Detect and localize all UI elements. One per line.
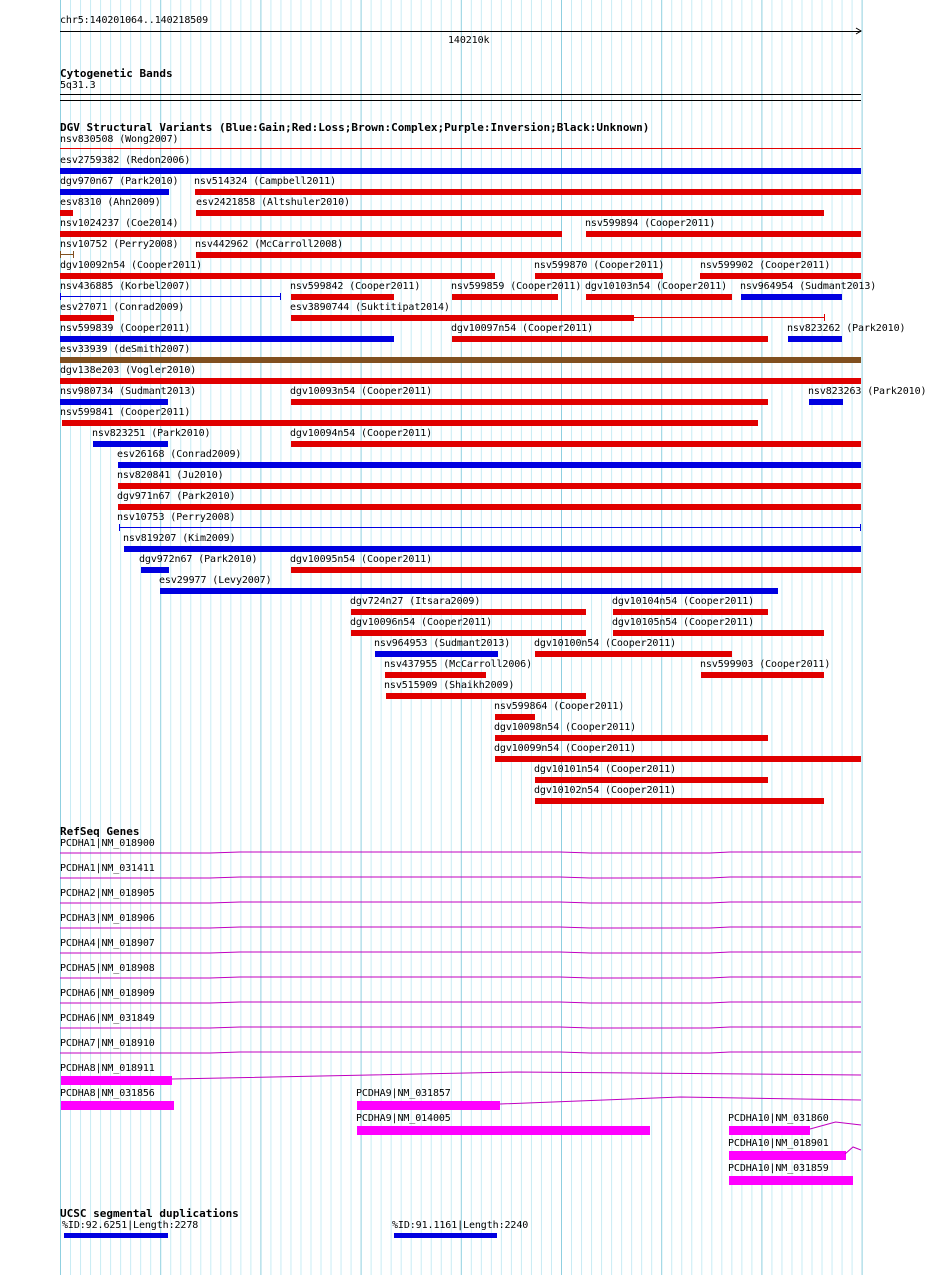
feature-bar[interactable] [60,148,861,149]
gene-intron-line[interactable] [0,974,890,982]
feature-label[interactable]: esv33939 (deSmith2007) [60,344,191,355]
feature-label[interactable]: %ID:92.6251|Length:2278 [62,1220,199,1231]
feature-label[interactable]: nsv964954 (Sudmant2013) [740,281,877,292]
feature-bar[interactable] [118,504,861,510]
feature-bar[interactable] [118,462,861,468]
feature-bar[interactable] [535,273,663,279]
feature-label[interactable]: nsv515909 (Shaikh2009) [384,680,515,691]
feature-bar[interactable] [741,294,842,300]
feature-bar[interactable] [60,168,861,174]
feature-bar[interactable] [291,399,768,405]
feature-label[interactable]: PCDHA9|NM_014005 [356,1113,451,1124]
feature-bar[interactable] [291,315,634,321]
feature-label[interactable]: nsv823251 (Park2010) [92,428,211,439]
feature-label[interactable]: nsv514324 (Campbell2011) [194,176,337,187]
feature-label[interactable]: dgv10101n54 (Cooper2011) [534,764,677,775]
feature-bar[interactable] [60,399,168,405]
feature-bar[interactable] [60,336,394,342]
feature-bar[interactable] [60,357,861,363]
feature-end-cap [73,251,74,258]
feature-label[interactable]: dgv10093n54 (Cooper2011) [290,386,433,397]
gene-intron-line[interactable] [0,1024,890,1032]
feature-label[interactable]: nsv1024237 (Coe2014) [60,218,179,229]
feature-bar[interactable] [60,378,861,384]
feature-bar[interactable] [64,1233,168,1238]
feature-bar[interactable] [495,735,768,741]
feature-bar[interactable] [291,294,394,300]
feature-label[interactable]: dgv972n67 (Park2010) [139,554,258,565]
feature-label[interactable]: dgv10102n54 (Cooper2011) [534,785,677,796]
feature-label[interactable]: nsv599870 (Cooper2011) [534,260,665,271]
feature-label[interactable]: PCDHA8|NM_031856 [60,1088,155,1099]
feature-bar[interactable] [60,231,562,237]
feature-label[interactable]: nsv442962 (McCarroll2008) [195,239,344,250]
feature-bar[interactable] [141,567,169,573]
feature-label[interactable]: PCDHA10|NM_031859 [728,1163,829,1174]
track-title[interactable]: RefSeq Genes [60,825,140,838]
feature-label[interactable]: PCDHA7|NM_018910 [60,1038,155,1049]
feature-label[interactable]: PCDHA6|NM_031849 [60,1013,155,1024]
feature-extension-line [634,317,824,318]
feature-end-cap [280,293,281,300]
feature-bar[interactable] [586,231,861,237]
gene-intron-line[interactable] [0,849,890,857]
feature-bar[interactable] [124,546,861,552]
feature-bar[interactable] [60,189,169,195]
feature-label[interactable]: esv29977 (Levy2007) [159,575,272,586]
feature-bar[interactable] [291,441,861,447]
feature-label[interactable]: nsv599902 (Cooper2011) [700,260,831,271]
feature-label[interactable]: PCDHA10|NM_031860 [728,1113,829,1124]
feature-bar[interactable] [386,693,586,699]
feature-bar[interactable] [613,609,768,615]
gene-intron-line[interactable] [0,899,890,907]
feature-label[interactable]: nsv819207 (Kim2009) [123,533,236,544]
feature-label[interactable]: esv27071 (Conrad2009) [60,302,185,313]
feature-label[interactable]: nsv599903 (Cooper2011) [700,659,831,670]
feature-label[interactable]: dgv10095n54 (Cooper2011) [290,554,433,565]
feature-bar[interactable] [93,441,168,447]
track-title[interactable]: UCSC segmental duplications [60,1207,239,1220]
feature-label[interactable]: %ID:91.1161|Length:2240 [392,1220,529,1231]
feature-label[interactable]: dgv724n27 (Itsara2009) [350,596,481,607]
feature-label[interactable]: nsv823262 (Park2010) [787,323,906,334]
feature-label[interactable]: nsv964953 (Sudmant2013) [374,638,511,649]
feature-bar[interactable] [452,336,768,342]
feature-bar[interactable] [291,567,861,573]
feature-end-cap [119,524,120,531]
feature-label[interactable]: nsv10753 (Perry2008) [117,512,236,523]
feature-label[interactable]: esv3890744 (Suktitipat2014) [290,302,450,313]
gene-intron-line[interactable] [0,1145,890,1157]
feature-bar[interactable] [119,527,861,528]
feature-bar[interactable] [701,672,824,678]
feature-label[interactable]: 5q31.3 [60,80,96,91]
band-outline [60,100,861,101]
feature-bar[interactable] [700,273,861,279]
feature-label[interactable]: esv8310 (Ahn2009) [60,197,161,208]
feature-label[interactable]: nsv599839 (Cooper2011) [60,323,191,334]
feature-bar[interactable] [375,651,498,657]
feature-bar[interactable] [385,672,486,678]
track-title[interactable]: DGV Structural Variants (Blue:Gain;Red:Loss;Brown:Complex;Purple:Inversion;Black:Unknown) [60,121,650,134]
feature-bar[interactable] [535,651,732,657]
feature-label[interactable]: nsv599859 (Cooper2011) [451,281,582,292]
feature-bar[interactable] [60,315,114,321]
feature-bar[interactable] [586,294,732,300]
feature-label[interactable]: nsv599864 (Cooper2011) [494,701,625,712]
feature-label[interactable]: dgv10096n54 (Cooper2011) [350,617,493,628]
feature-bar[interactable] [195,189,861,195]
feature-label[interactable]: PCDHA8|NM_018911 [60,1063,155,1074]
feature-label[interactable]: nsv820841 (Ju2010) [117,470,224,481]
gene-intron-line[interactable] [0,999,890,1007]
feature-label[interactable]: nsv437955 (McCarroll2006) [384,659,533,670]
feature-bar[interactable] [535,798,824,804]
feature-bar[interactable] [452,294,558,300]
feature-label[interactable]: PCDHA1|NM_031411 [60,863,155,874]
feature-label[interactable]: esv26168 (Conrad2009) [117,449,242,460]
feature-label[interactable]: dgv10104n54 (Cooper2011) [612,596,755,607]
feature-end-cap [60,251,61,258]
feature-label[interactable]: PCDHA9|NM_031857 [356,1088,451,1099]
feature-label[interactable]: PCDHA10|NM_018901 [728,1138,829,1149]
gene-intron-line[interactable] [0,924,890,932]
gene-intron-line[interactable] [0,1070,890,1082]
gene-intron-line[interactable] [0,1049,890,1057]
feature-end-cap [824,314,825,321]
feature-end-cap [60,293,61,300]
ruler-arrow-icon [0,0,890,40]
feature-label[interactable]: nsv599894 (Cooper2011) [585,218,716,229]
feature-label[interactable]: nsv823263 (Park2010) [808,386,926,397]
feature-bar[interactable] [196,210,824,216]
feature-bar[interactable] [196,252,861,258]
feature-label[interactable]: dgv10099n54 (Cooper2011) [494,743,637,754]
feature-bar[interactable] [613,630,824,636]
feature-label[interactable]: nsv980734 (Sudmant2013) [60,386,197,397]
feature-label[interactable]: dgv10103n54 (Cooper2011) [585,281,728,292]
feature-label[interactable]: dgv10097n54 (Cooper2011) [451,323,594,334]
gene-intron-line[interactable] [0,874,890,882]
feature-label[interactable]: dgv10092n54 (Cooper2011) [60,260,203,271]
feature-bar[interactable] [118,483,861,489]
feature-label[interactable]: PCDHA2|NM_018905 [60,888,155,899]
feature-end-cap [860,524,861,531]
feature-bar[interactable] [60,254,74,255]
feature-label[interactable]: PCDHA1|NM_018900 [60,838,155,849]
feature-label[interactable]: dgv10100n54 (Cooper2011) [534,638,677,649]
feature-label[interactable]: nsv599841 (Cooper2011) [60,407,191,418]
feature-bar[interactable] [729,1176,853,1185]
feature-bar[interactable] [351,609,586,615]
feature-bar[interactable] [394,1233,497,1238]
feature-bar[interactable] [788,336,842,342]
feature-label[interactable]: esv2759382 (Redon2006) [60,155,191,166]
feature-bar[interactable] [535,777,768,783]
feature-label[interactable]: esv2421858 (Altshuler2010) [196,197,350,208]
feature-label[interactable]: nsv830508 (Wong2007) [60,134,179,145]
ruler-tick-label: 140210k [448,35,490,46]
feature-label[interactable]: nsv599842 (Cooper2011) [290,281,421,292]
band-outline [60,94,861,95]
track-title[interactable]: Cytogenetic Bands [60,67,173,80]
feature-label[interactable]: PCDHA6|NM_018909 [60,988,155,999]
feature-bar[interactable] [809,399,843,405]
coordinate-range: chr5:140201064..140218509 [60,15,209,26]
feature-label[interactable]: PCDHA5|NM_018908 [60,963,155,974]
feature-label[interactable]: PCDHA3|NM_018906 [60,913,155,924]
feature-label[interactable]: dgv10098n54 (Cooper2011) [494,722,637,733]
feature-bar[interactable] [160,588,778,594]
gene-intron-line[interactable] [0,1095,890,1107]
feature-label[interactable]: nsv436885 (Korbel2007) [60,281,191,292]
feature-bar[interactable] [495,714,535,720]
feature-label[interactable]: dgv138e203 (Vogler2010) [60,365,197,376]
feature-label[interactable]: dgv10105n54 (Cooper2011) [612,617,755,628]
feature-label[interactable]: dgv970n67 (Park2010) [60,176,179,187]
feature-label[interactable]: PCDHA4|NM_018907 [60,938,155,949]
feature-bar[interactable] [62,420,758,426]
gene-intron-line[interactable] [0,949,890,957]
feature-bar[interactable] [495,756,861,762]
feature-bar[interactable] [351,630,586,636]
gene-intron-line[interactable] [0,1120,890,1132]
feature-label[interactable]: dgv10094n54 (Cooper2011) [290,428,433,439]
feature-label[interactable]: dgv971n67 (Park2010) [117,491,236,502]
feature-label[interactable]: nsv10752 (Perry2008) [60,239,179,250]
feature-bar[interactable] [60,273,495,279]
feature-bar[interactable] [60,296,281,297]
feature-bar[interactable] [60,210,73,216]
